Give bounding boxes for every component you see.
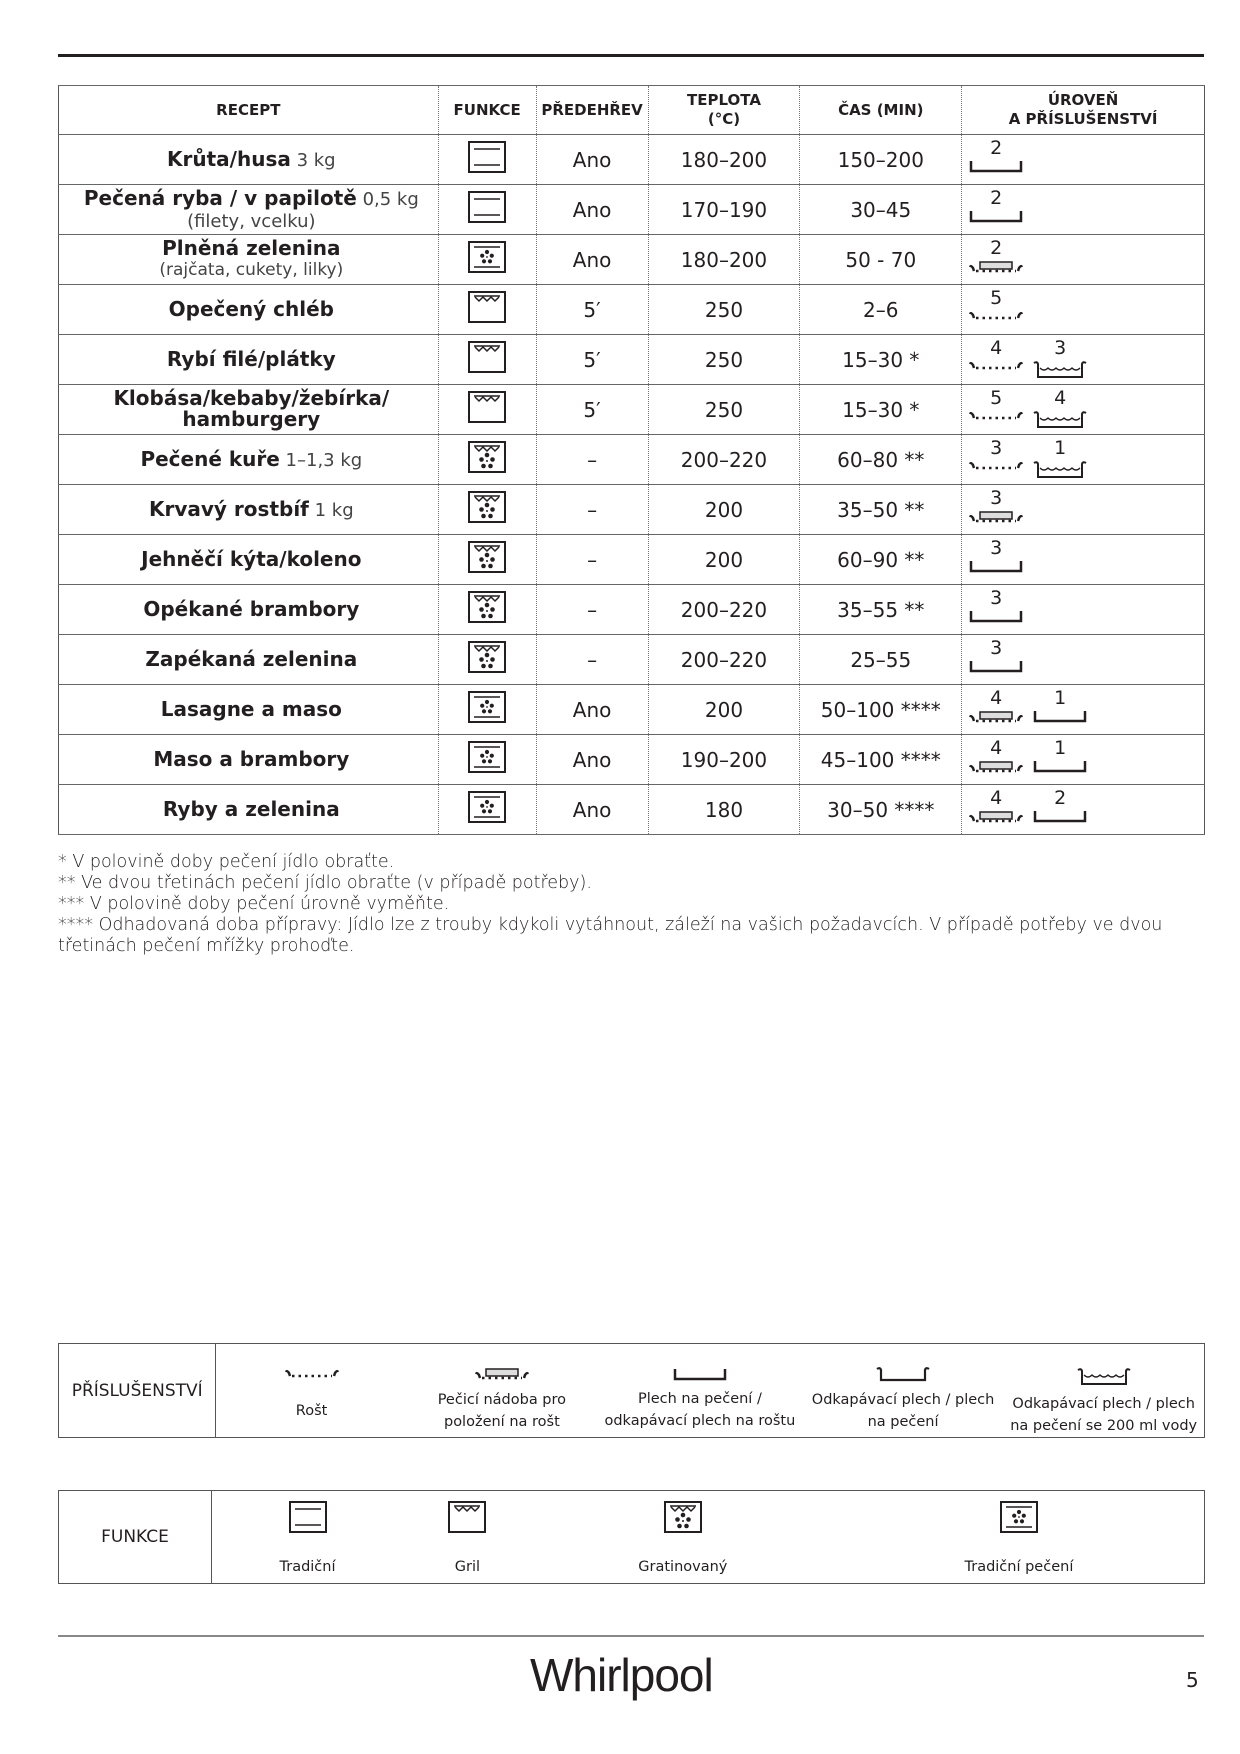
- temperature-cell: 200–220: [648, 635, 800, 685]
- header-level: [962, 86, 1205, 135]
- accessories-legend: [58, 1343, 1205, 1438]
- top-rule: [58, 54, 1204, 57]
- level-accessory: [966, 237, 1026, 275]
- header-temperature: [648, 86, 800, 135]
- wire-rack-icon: [966, 459, 1026, 473]
- recipe-cell: [59, 335, 439, 385]
- function-cell: [438, 585, 536, 635]
- bottom-rule: [58, 1635, 1204, 1637]
- function-cell: [438, 485, 536, 535]
- function-cell: [438, 685, 536, 735]
- level-number: 3: [990, 487, 1003, 509]
- recipe-table: [58, 85, 1205, 835]
- level-accessory: [1030, 787, 1090, 823]
- temperature-cell: 200: [648, 535, 800, 585]
- legend-text: Odkapávací plech / plech na pečení: [811, 1392, 995, 1430]
- time-cell: 45–100 ****: [800, 735, 962, 785]
- recipe-name: Jehněčí kýta/koleno: [141, 546, 362, 571]
- recipe-cell: [59, 435, 439, 485]
- recipe-note: (rajčata, cukety, lilky): [159, 260, 344, 280]
- level-number: 2: [990, 187, 1003, 209]
- level-number: 2: [990, 137, 1003, 159]
- recipe-cell: [59, 135, 439, 185]
- baking-tray-icon: [966, 209, 1026, 223]
- grill-function-icon: [468, 291, 506, 328]
- wire-rack-icon: [966, 309, 1026, 323]
- grill-function-icon: [468, 341, 506, 378]
- grill-function-icon: [448, 1521, 486, 1537]
- recipe-cell: [59, 385, 439, 435]
- function-cell: [438, 435, 536, 485]
- table-header-row: [59, 86, 1205, 135]
- drip-tray-water-icon: [1030, 409, 1090, 429]
- dish-on-rack-icon: [966, 509, 1026, 525]
- footnote: **** Odhadovaná doba přípravy: Jídlo lze z trouby kdykoli vytáhnout, záleží na vašich požadavcích. V případě potřeby ve dvou třetinách pečení mřížky prohoďte.: [58, 915, 1163, 956]
- traditional-function-icon: [468, 191, 506, 228]
- recipe-name: Plněná zelenina: [162, 236, 341, 260]
- baking-tray-icon: [1030, 759, 1090, 773]
- time-cell: 15–30 *: [800, 385, 962, 435]
- footnote: ** Ve dvou třetinách pečení jídlo obraťte (v případě potřeby).: [58, 873, 592, 893]
- preheat-cell: Ano: [536, 235, 648, 285]
- level-number: 2: [990, 237, 1003, 259]
- function-cell: [438, 285, 536, 335]
- dish-on-rack-icon: [966, 259, 1026, 275]
- wire-rack-icon: [966, 359, 1026, 373]
- recipe-name: Klobása/kebaby/žebírka/ hamburgery: [113, 386, 390, 431]
- legend-text: Tradiční pečení: [964, 1559, 1074, 1575]
- recipe-cell: [59, 635, 439, 685]
- legend-text: Gril: [454, 1559, 481, 1575]
- preheat-cell: –: [536, 635, 648, 685]
- level-accessory: [966, 537, 1026, 573]
- table-row: [59, 735, 1205, 785]
- level-cell: [962, 435, 1205, 485]
- temperature-cell: 200–220: [648, 435, 800, 485]
- time-cell: 25–55: [800, 635, 962, 685]
- recipe-name: Pečené kuře: [140, 446, 280, 471]
- recipe-name: Lasagne a maso: [160, 696, 342, 721]
- legend-item-drip-tray-water: [1003, 1344, 1204, 1438]
- legend-text: Odkapávací plech / plech na pečení se 200 ml vody: [1010, 1396, 1198, 1434]
- baking-tray-icon: [672, 1369, 728, 1385]
- time-cell: 60–90 **: [800, 535, 962, 585]
- recipe-name: Opékané brambory: [143, 596, 360, 621]
- preheat-cell: 5′: [536, 385, 648, 435]
- legend-item-grill: [403, 1491, 532, 1584]
- temperature-cell: 250: [648, 385, 800, 435]
- baking-tray-icon: [966, 609, 1026, 623]
- convection-bake-function-icon: [468, 691, 506, 728]
- time-cell: 35–50 **: [800, 485, 962, 535]
- level-accessory: [1030, 337, 1090, 379]
- turbo-grill-function-icon: [468, 491, 506, 528]
- legend-text: Rošt: [295, 1403, 328, 1419]
- accessories-legend-label: PŘÍSLUŠENSTVÍ: [59, 1344, 216, 1438]
- table-row: [59, 435, 1205, 485]
- drip-tray-water-icon: [1030, 359, 1090, 379]
- recipe-cell: [59, 785, 439, 835]
- table-row: [59, 285, 1205, 335]
- preheat-cell: 5′: [536, 335, 648, 385]
- temperature-cell: 250: [648, 285, 800, 335]
- recipe-weight: 1 kg: [308, 499, 354, 521]
- header-level-line2: A PŘÍSLUŠENSTVÍ: [1008, 110, 1158, 128]
- recipe-cell: [59, 535, 439, 585]
- level-accessory: [966, 637, 1026, 673]
- preheat-cell: Ano: [536, 735, 648, 785]
- level-cell: [962, 585, 1205, 635]
- table-row: [59, 585, 1205, 635]
- function-cell: [438, 335, 536, 385]
- level-number: 5: [990, 287, 1003, 309]
- table-row: [59, 685, 1205, 735]
- baking-tray-icon: [966, 559, 1026, 573]
- legend-text: Gratinovaný: [638, 1559, 728, 1575]
- recipe-weight: 0,5 kg (filety, vcelku): [187, 188, 419, 232]
- functions-legend: [58, 1490, 1205, 1584]
- dish-on-rack-icon: [966, 809, 1026, 825]
- legend-item-wire-rack: [216, 1344, 407, 1438]
- convection-bake-function-icon: [468, 741, 506, 778]
- page-number: 5: [1186, 1668, 1199, 1692]
- level-accessory: [966, 687, 1026, 725]
- temperature-cell: 200–220: [648, 585, 800, 635]
- recipe-name: Ryby a zelenina: [162, 796, 340, 821]
- table-row: [59, 185, 1205, 235]
- header-temp-line2: (°C): [707, 110, 741, 128]
- level-cell: [962, 685, 1205, 735]
- level-cell: [962, 485, 1205, 535]
- level-number: 1: [1054, 687, 1067, 709]
- recipe-cell: [59, 185, 439, 235]
- turbo-grill-function-icon: [468, 441, 506, 478]
- recipe-cell: [59, 235, 439, 285]
- table-row: [59, 535, 1205, 585]
- time-cell: 150–200: [800, 135, 962, 185]
- level-accessory: [966, 337, 1026, 373]
- drip-tray-water-icon: [1076, 1374, 1132, 1390]
- header-function: FUNKCE: [438, 86, 536, 135]
- level-number: 1: [1054, 437, 1067, 459]
- preheat-cell: Ano: [536, 185, 648, 235]
- level-number: 4: [990, 337, 1003, 359]
- temperature-cell: 170–190: [648, 185, 800, 235]
- recipe-name: Krvavý rostbíf: [149, 496, 309, 521]
- recipe-name: Rybí filé/plátky: [166, 346, 336, 371]
- baking-tray-icon: [1030, 709, 1090, 723]
- time-cell: 50–100 ****: [800, 685, 962, 735]
- level-accessory: [966, 587, 1026, 623]
- function-cell: [438, 635, 536, 685]
- level-number: 3: [990, 537, 1003, 559]
- level-accessory: [1030, 737, 1090, 773]
- legend-text: Tradiční: [279, 1559, 336, 1575]
- level-cell: [962, 235, 1205, 285]
- level-number: 4: [990, 737, 1003, 759]
- recipe-name: Pečená ryba / v papilotě: [83, 185, 357, 210]
- level-accessory: [1030, 437, 1090, 479]
- turbo-grill-function-icon: [664, 1521, 702, 1537]
- level-cell: [962, 735, 1205, 785]
- functions-legend-label: FUNKCE: [59, 1491, 212, 1584]
- traditional-function-icon: [468, 141, 506, 178]
- level-number: 4: [990, 787, 1003, 809]
- level-cell: [962, 535, 1205, 585]
- traditional-function-icon: [289, 1521, 327, 1537]
- level-cell: [962, 785, 1205, 835]
- recipe-cell: [59, 285, 439, 335]
- level-accessory: [966, 737, 1026, 775]
- convection-bake-function-icon: [468, 241, 506, 278]
- level-accessory: [966, 387, 1026, 423]
- time-cell: 35–55 **: [800, 585, 962, 635]
- preheat-cell: 5′: [536, 285, 648, 335]
- time-cell: 30–45: [800, 185, 962, 235]
- baking-tray-icon: [966, 659, 1026, 673]
- recipe-cell: [59, 685, 439, 735]
- table-row: [59, 135, 1205, 185]
- time-cell: 30–50 ****: [800, 785, 962, 835]
- level-number: 5: [990, 387, 1003, 409]
- legend-text: Pečicí nádoba pro položení na rošt: [437, 1392, 567, 1430]
- table-row: [59, 785, 1205, 835]
- level-number: 3: [990, 637, 1003, 659]
- recipe-cell: [59, 485, 439, 535]
- level-number: 4: [990, 687, 1003, 709]
- level-cell: [962, 335, 1205, 385]
- table-row: [59, 335, 1205, 385]
- table-row: [59, 385, 1205, 435]
- legend-item-drip-tray: [803, 1344, 1004, 1438]
- convection-bake-function-icon: [1000, 1521, 1038, 1537]
- dish-on-rack-icon: [474, 1370, 530, 1386]
- grill-function-icon: [468, 391, 506, 428]
- function-cell: [438, 785, 536, 835]
- header-time: ČAS (MIN): [800, 86, 962, 135]
- dish-on-rack-icon: [966, 709, 1026, 725]
- wire-rack-icon: [966, 409, 1026, 423]
- function-cell: [438, 185, 536, 235]
- level-accessory: [1030, 387, 1090, 429]
- convection-bake-function-icon: [468, 791, 506, 828]
- level-number: 3: [1054, 337, 1067, 359]
- wire-rack-icon: [284, 1369, 340, 1385]
- level-accessory: [966, 137, 1026, 173]
- legend-item-traditional: [212, 1491, 404, 1584]
- recipe-cell: [59, 585, 439, 635]
- time-cell: 50 - 70: [800, 235, 962, 285]
- level-accessory: [966, 787, 1026, 825]
- recipe-name: Opečený chléb: [168, 296, 334, 321]
- level-cell: [962, 135, 1205, 185]
- table-row: [59, 485, 1205, 535]
- level-number: 3: [990, 587, 1003, 609]
- level-accessory: [966, 187, 1026, 223]
- temperature-cell: 190–200: [648, 735, 800, 785]
- preheat-cell: –: [536, 435, 648, 485]
- preheat-cell: Ano: [536, 135, 648, 185]
- level-number: 4: [1054, 387, 1067, 409]
- turbo-grill-function-icon: [468, 591, 506, 628]
- level-cell: [962, 385, 1205, 435]
- temperature-cell: 180: [648, 785, 800, 835]
- preheat-cell: Ano: [536, 685, 648, 735]
- drip-tray-water-icon: [1030, 459, 1090, 479]
- temperature-cell: 250: [648, 335, 800, 385]
- legend-item-convection-bake: [834, 1491, 1205, 1584]
- level-number: 3: [990, 437, 1003, 459]
- preheat-cell: –: [536, 585, 648, 635]
- baking-tray-icon: [966, 159, 1026, 173]
- level-cell: [962, 635, 1205, 685]
- level-accessory: [966, 487, 1026, 525]
- table-row: [59, 635, 1205, 685]
- temperature-cell: 180–200: [648, 135, 800, 185]
- legend-item-baking-tray: [597, 1344, 803, 1438]
- level-accessory: [1030, 687, 1090, 723]
- drip-tray-icon: [875, 1370, 931, 1386]
- recipe-weight: 1–1,3 kg: [279, 449, 363, 471]
- recipe-name: Krůta/husa: [167, 146, 291, 171]
- temperature-cell: 200: [648, 685, 800, 735]
- function-cell: [438, 235, 536, 285]
- footnote: *** V polovině doby pečení úrovně vyměňte.: [58, 894, 450, 914]
- function-cell: [438, 535, 536, 585]
- function-cell: [438, 135, 536, 185]
- recipe-weight: 3 kg: [290, 149, 336, 171]
- preheat-cell: –: [536, 485, 648, 535]
- footnote: * V polovině doby pečení jídlo obraťte.: [58, 852, 395, 872]
- header-level-line1: ÚROVEŇ: [1047, 91, 1119, 109]
- temperature-cell: 180–200: [648, 235, 800, 285]
- time-cell: 15–30 *: [800, 335, 962, 385]
- legend-text: Plech na pečení / odkapávací plech na roštu: [604, 1391, 796, 1429]
- header-preheat: PŘEDEHŘEV: [536, 86, 648, 135]
- recipe-cell: [59, 735, 439, 785]
- preheat-cell: –: [536, 535, 648, 585]
- recipe-name: Zapékaná zelenina: [145, 646, 358, 671]
- level-number: 2: [1054, 787, 1067, 809]
- time-cell: 60–80 **: [800, 435, 962, 485]
- legend-item-turbo-grill: [532, 1491, 834, 1584]
- header-recipe: RECEPT: [59, 86, 439, 135]
- legend-item-dish-on-rack: [407, 1344, 597, 1438]
- level-cell: [962, 285, 1205, 335]
- table-row: [59, 235, 1205, 285]
- baking-tray-icon: [1030, 809, 1090, 823]
- whirlpool-logo: Whirlpool: [530, 1649, 713, 1701]
- level-cell: [962, 185, 1205, 235]
- temperature-cell: 200: [648, 485, 800, 535]
- turbo-grill-function-icon: [468, 641, 506, 678]
- footnotes: [58, 852, 1208, 957]
- function-cell: [438, 385, 536, 435]
- level-number: 1: [1054, 737, 1067, 759]
- function-cell: [438, 735, 536, 785]
- level-accessory: [966, 287, 1026, 323]
- level-accessory: [966, 437, 1026, 473]
- time-cell: 2–6: [800, 285, 962, 335]
- turbo-grill-function-icon: [468, 541, 506, 578]
- dish-on-rack-icon: [966, 759, 1026, 775]
- recipe-name: Maso a brambory: [153, 746, 350, 771]
- preheat-cell: Ano: [536, 785, 648, 835]
- header-temp-line1: TEPLOTA: [687, 91, 761, 109]
